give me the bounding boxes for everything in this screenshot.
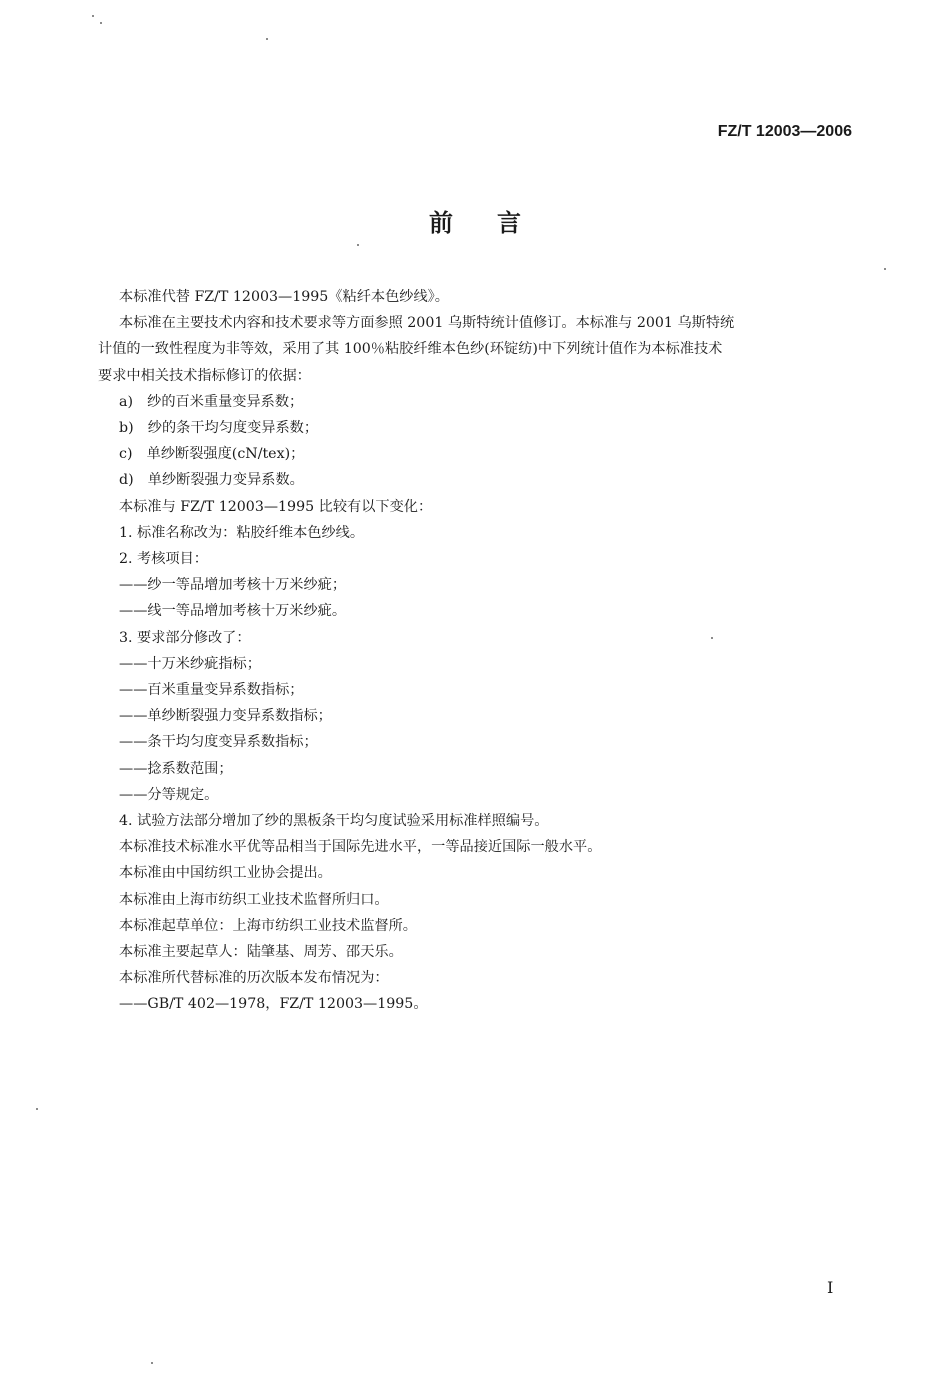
list-item: ——十万米纱疵指标； (119, 655, 261, 672)
list-item: 2. 考核项目： (119, 551, 208, 568)
scan-speck (711, 637, 713, 639)
page-number: I (827, 1278, 834, 1297)
list-item: ——捻系数范围； (119, 760, 233, 777)
text-line: 计值的一致性程度为非等效，采用了其 100％粘胶纤维本色纱(环锭纺)中下列统计值作为本标准技术 (98, 341, 723, 358)
list-item: b) 纱的条干均匀度变异系数； (119, 420, 319, 437)
list-item: ——纱一等品增加考核十万米纱疵； (119, 577, 347, 594)
list-item: 4. 试验方法部分增加了纱的黑板条干均匀度试验采用标准样照编号。 (119, 813, 549, 830)
text-line: ——GB/T 402—1978，FZ/T 12003—1995。 (119, 996, 428, 1013)
scan-speck (151, 1362, 153, 1364)
scan-speck (36, 1108, 38, 1110)
list-item: ——单纱断裂强力变异系数指标； (119, 708, 332, 725)
text-line: 本标准在主要技术内容和技术要求等方面参照 2001 乌斯特统计值修订。本标准与 2001 乌斯特统 (119, 315, 735, 332)
list-item: a) 纱的百米重量变异系数； (119, 393, 304, 410)
scan-speck (92, 15, 94, 17)
text-line: 本标准代替 FZ/T 12003—1995《粘纤本色纱线》。 (119, 289, 449, 305)
text-line: 本标准由上海市纺织工业技术监督所归口。 (119, 891, 389, 908)
list-item: ——线一等品增加考核十万米纱疵。 (119, 603, 347, 620)
list-item: ——分等规定。 (119, 786, 219, 803)
foreword-body (98, 284, 858, 1018)
scan-speck (884, 268, 886, 270)
scan-speck (357, 244, 359, 246)
text-line: 本标准主要起草人：陆肇基、周芳、邵天乐。 (119, 944, 403, 961)
document-code: FZ/T 12003—2006 (717, 123, 852, 140)
scan-speck (266, 38, 268, 40)
page-title: 前言 (429, 209, 565, 237)
text-line: 本标准所代替标准的历次版本发布情况为： (119, 970, 389, 987)
list-item: ——条干均匀度变异系数指标； (119, 734, 318, 751)
list-item: 1. 标准名称改为：粘胶纤维本色纱线。 (119, 524, 365, 541)
text-line: 本标准由中国纺织工业协会提出。 (119, 865, 332, 882)
text-line: 要求中相关技术指标修订的依据： (98, 367, 311, 384)
text-line: 本标准与 FZ/T 12003—1995 比较有以下变化： (119, 498, 433, 515)
scan-speck (100, 22, 102, 24)
list-item: ——百米重量变异系数指标； (119, 682, 304, 699)
text-line: 本标准起草单位：上海市纺织工业技术监督所。 (119, 917, 417, 934)
list-item: d) 单纱断裂强力变异系数。 (119, 472, 304, 489)
list-item: c) 单纱断裂强度(cN/tex)； (119, 446, 305, 463)
list-item: 3. 要求部分修改了： (119, 629, 251, 646)
text-line: 本标准技术标准水平优等品相当于国际先进水平，一等品接近国际一般水平。 (119, 839, 602, 856)
